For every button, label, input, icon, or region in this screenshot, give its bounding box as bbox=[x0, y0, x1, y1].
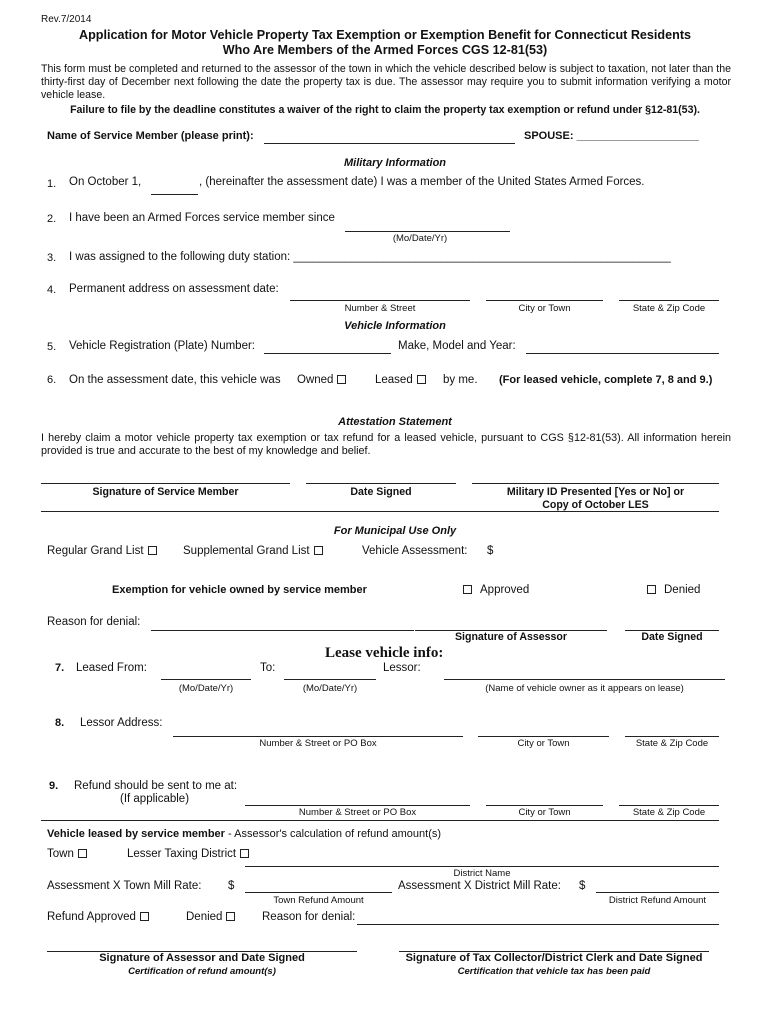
item-number: 3. bbox=[47, 252, 57, 264]
deadline-warning: Failure to file by the deadline constitutes a waiver of the right to claim the property tax exemption or refund under §12-81(53). bbox=[70, 104, 700, 116]
assessor-date-caption: Date Signed bbox=[641, 631, 703, 643]
tax-paid-certification-caption: Certification that vehicle tax has been paid bbox=[457, 966, 651, 977]
permanent-state-zip-field[interactable] bbox=[619, 300, 719, 301]
denied-label: Denied bbox=[664, 584, 701, 596]
signature-caption: Signature of Service Member bbox=[92, 486, 239, 498]
refund-approved-label: Refund Approved bbox=[47, 911, 136, 923]
refund-heading-rest: - Assessor's calculation of refund amount(s) bbox=[224, 828, 442, 840]
city-caption: City or Town bbox=[518, 303, 571, 314]
lessor-state-zip-field[interactable] bbox=[625, 736, 719, 737]
refund-city-field[interactable] bbox=[486, 805, 603, 806]
town-dollar-sign: $ bbox=[228, 880, 235, 892]
refund-heading-bold: Vehicle leased by service member bbox=[47, 828, 225, 840]
district-refund-caption: District Refund Amount bbox=[608, 895, 707, 906]
attestation-text: I hereby claim a motor vehicle property tax exemption or tax refund for a leased vehicle, pursuant to CGS §12-81(53). All information herein provided is true and accurate to the best of my knowledge and belief. bbox=[41, 432, 731, 457]
municipal-use-heading: For Municipal Use Only bbox=[333, 525, 457, 537]
item-number: 6. bbox=[47, 374, 57, 386]
intro-paragraph: This form must be completed and returned to the assessor of the town in which the vehicle described below is subject to taxation, not later than the thirty-first day of December next following the date the property tax is due. The assessor may require you to submit information verifying a motor vehicle lease. bbox=[41, 63, 731, 101]
lesser-taxing-district-checkbox[interactable] bbox=[127, 848, 249, 860]
leased-vehicle-note: (For leased vehicle, complete 7, 8 and 9.) bbox=[499, 374, 713, 386]
denied-checkbox[interactable] bbox=[647, 584, 700, 596]
street-caption: Number & Street bbox=[344, 303, 416, 314]
lesser-taxing-district-label: Lesser Taxing District bbox=[127, 848, 237, 860]
attestation-heading: Attestation Statement bbox=[338, 416, 452, 428]
lessor-street-field[interactable] bbox=[173, 736, 463, 737]
town-refund-amount-field[interactable] bbox=[245, 892, 392, 893]
make-model-year-field[interactable] bbox=[526, 353, 719, 354]
refund-address-label: Refund should be sent to me at: bbox=[74, 780, 238, 792]
october-year-field[interactable] bbox=[151, 194, 198, 195]
service-since-caption: (Mo/Date/Yr) bbox=[392, 233, 448, 244]
by-me-label: by me. bbox=[443, 374, 478, 386]
item4-label: Permanent address on assessment date: bbox=[69, 283, 279, 295]
military-id-caption-2: Copy of October LES bbox=[542, 499, 649, 511]
approved-checkbox[interactable] bbox=[463, 584, 529, 596]
service-member-signature-field[interactable] bbox=[41, 483, 290, 484]
revision-label: Rev.7/2014 bbox=[41, 14, 92, 25]
refund-denial-reason-field[interactable] bbox=[357, 924, 719, 925]
town-refund-caption: Town Refund Amount bbox=[273, 895, 364, 906]
lease-info-heading: Lease vehicle info: bbox=[325, 645, 444, 661]
item-number: 5. bbox=[47, 341, 57, 353]
checkbox-icon bbox=[417, 375, 426, 384]
item6-label: On the assessment date, this vehicle was bbox=[69, 374, 281, 386]
to-date-caption: (Mo/Date/Yr) bbox=[302, 683, 358, 694]
lease-to-label: To: bbox=[260, 662, 276, 674]
supplemental-grand-list-label: Supplemental Grand List bbox=[183, 545, 310, 557]
date-signed-field[interactable] bbox=[306, 483, 456, 484]
item-number: 7. bbox=[55, 662, 65, 674]
owned-checkbox[interactable] bbox=[297, 374, 346, 386]
item-number: 9. bbox=[49, 780, 59, 792]
refund-certification-caption: Certification of refund amount(s) bbox=[128, 966, 276, 977]
item1-label: On October 1, bbox=[69, 176, 142, 188]
denial-reason-field[interactable] bbox=[151, 630, 414, 631]
town-mill-rate-label: Assessment X Town Mill Rate: bbox=[47, 880, 202, 892]
reason-denial-label: Reason for denial: bbox=[47, 616, 141, 628]
item-number: 1. bbox=[47, 178, 57, 190]
item-number: 8. bbox=[55, 717, 65, 729]
spouse-field[interactable]: SPOUSE: ____________________ bbox=[524, 130, 699, 142]
lease-to-date-field[interactable] bbox=[284, 679, 376, 680]
assessor-signature-caption: Signature of Assessor and Date Signed bbox=[99, 952, 305, 964]
lease-from-date-field[interactable] bbox=[161, 679, 251, 680]
lessor-city-field[interactable] bbox=[478, 736, 609, 737]
city-caption: City or Town bbox=[518, 807, 571, 818]
leased-label: Leased bbox=[375, 374, 413, 386]
refund-state-zip-field[interactable] bbox=[619, 805, 719, 806]
checkbox-icon bbox=[78, 849, 87, 858]
state-zip-caption: State & Zip Code bbox=[635, 738, 709, 749]
district-mill-rate-label: Assessment X District Mill Rate: bbox=[398, 880, 561, 892]
state-zip-caption: State & Zip Code bbox=[632, 807, 706, 818]
district-dollar-sign: $ bbox=[579, 880, 586, 892]
refund-denied-label: Denied bbox=[186, 911, 223, 923]
from-date-caption: (Mo/Date/Yr) bbox=[178, 683, 234, 694]
town-label: Town bbox=[47, 848, 74, 860]
vehicle-owner-caption: (Name of vehicle owner as it appears on lease) bbox=[485, 683, 684, 694]
exemption-label: Exemption for vehicle owned by service member bbox=[112, 584, 367, 596]
owned-label: Owned bbox=[297, 374, 334, 386]
service-member-name-label: Name of Service Member (please print): bbox=[47, 130, 254, 142]
refund-calc-heading bbox=[47, 828, 441, 840]
if-applicable-label: (If applicable) bbox=[120, 793, 190, 805]
lessor-label: Lessor: bbox=[383, 662, 421, 674]
checkbox-icon bbox=[647, 585, 656, 594]
district-name-caption: District Name bbox=[453, 868, 511, 879]
tax-collector-signature-caption: Signature of Tax Collector/District Clerk and Date Signed bbox=[405, 952, 703, 964]
permanent-street-field[interactable] bbox=[290, 300, 470, 301]
service-member-name-field[interactable] bbox=[264, 143, 515, 144]
item-number: 4. bbox=[47, 284, 57, 296]
street-po-caption: Number & Street or PO Box bbox=[298, 807, 417, 818]
state-zip-caption: State & Zip Code bbox=[632, 303, 706, 314]
form-title-line1: Application for Motor Vehicle Property Tax Exemption or Exemption Benefit for Connecticut Residents bbox=[78, 28, 692, 42]
street-po-caption: Number & Street or PO Box bbox=[259, 738, 377, 749]
leased-checkbox[interactable] bbox=[375, 374, 426, 386]
permanent-city-field[interactable] bbox=[486, 300, 603, 301]
item2-label: I have been an Armed Forces service member since bbox=[69, 212, 335, 224]
district-name-field[interactable] bbox=[245, 866, 719, 867]
item-number: 2. bbox=[47, 213, 57, 225]
regular-grand-list-label: Regular Grand List bbox=[47, 545, 144, 557]
checkbox-icon bbox=[240, 849, 249, 858]
section-divider bbox=[41, 511, 719, 512]
item5-label: Vehicle Registration (Plate) Number: bbox=[69, 340, 255, 352]
district-refund-amount-field[interactable] bbox=[596, 892, 719, 893]
checkbox-icon bbox=[140, 912, 149, 921]
assessor-signature-caption: Signature of Assessor bbox=[454, 631, 568, 643]
section-divider bbox=[41, 820, 719, 821]
service-since-field[interactable] bbox=[345, 231, 510, 232]
checkbox-icon bbox=[148, 546, 157, 555]
lessor-address-label: Lessor Address: bbox=[80, 717, 163, 729]
lessor-name-field[interactable] bbox=[444, 679, 725, 680]
regular-grand-list-checkbox[interactable] bbox=[47, 545, 157, 557]
date-caption: Date Signed bbox=[350, 486, 412, 498]
military-id-field[interactable] bbox=[472, 483, 719, 484]
plate-number-field[interactable] bbox=[264, 353, 391, 354]
refund-reason-label: Reason for denial: bbox=[262, 911, 356, 923]
assessment-dollar-sign: $ bbox=[487, 545, 494, 557]
approved-label: Approved bbox=[480, 584, 530, 596]
refund-approved-checkbox[interactable] bbox=[47, 911, 149, 923]
duty-station-field[interactable]: I was assigned to the following duty station: ___________________________________________________________ bbox=[69, 251, 671, 263]
form-title-line2: Who Are Members of the Armed Forces CGS 12-81(53) bbox=[222, 43, 548, 57]
supplemental-grand-list-checkbox[interactable] bbox=[183, 545, 323, 557]
military-id-caption-1: Military ID Presented [Yes or No] or bbox=[506, 486, 685, 498]
vehicle-assessment-label: Vehicle Assessment: bbox=[362, 545, 468, 557]
military-info-heading: Military Information bbox=[343, 157, 447, 169]
checkbox-icon bbox=[226, 912, 235, 921]
checkbox-icon bbox=[337, 375, 346, 384]
checkbox-icon bbox=[463, 585, 472, 594]
item1-text: , (hereinafter the assessment date) I was a member of the United States Armed Forces. bbox=[199, 176, 645, 188]
town-checkbox[interactable] bbox=[47, 848, 87, 860]
city-caption: City or Town bbox=[517, 738, 570, 749]
refund-street-field[interactable] bbox=[245, 805, 470, 806]
leased-from-label: Leased From: bbox=[76, 662, 147, 674]
vehicle-info-heading: Vehicle Information bbox=[344, 320, 446, 332]
make-model-label: Make, Model and Year: bbox=[398, 340, 516, 352]
refund-denied-checkbox[interactable] bbox=[186, 911, 235, 923]
checkbox-icon bbox=[314, 546, 323, 555]
